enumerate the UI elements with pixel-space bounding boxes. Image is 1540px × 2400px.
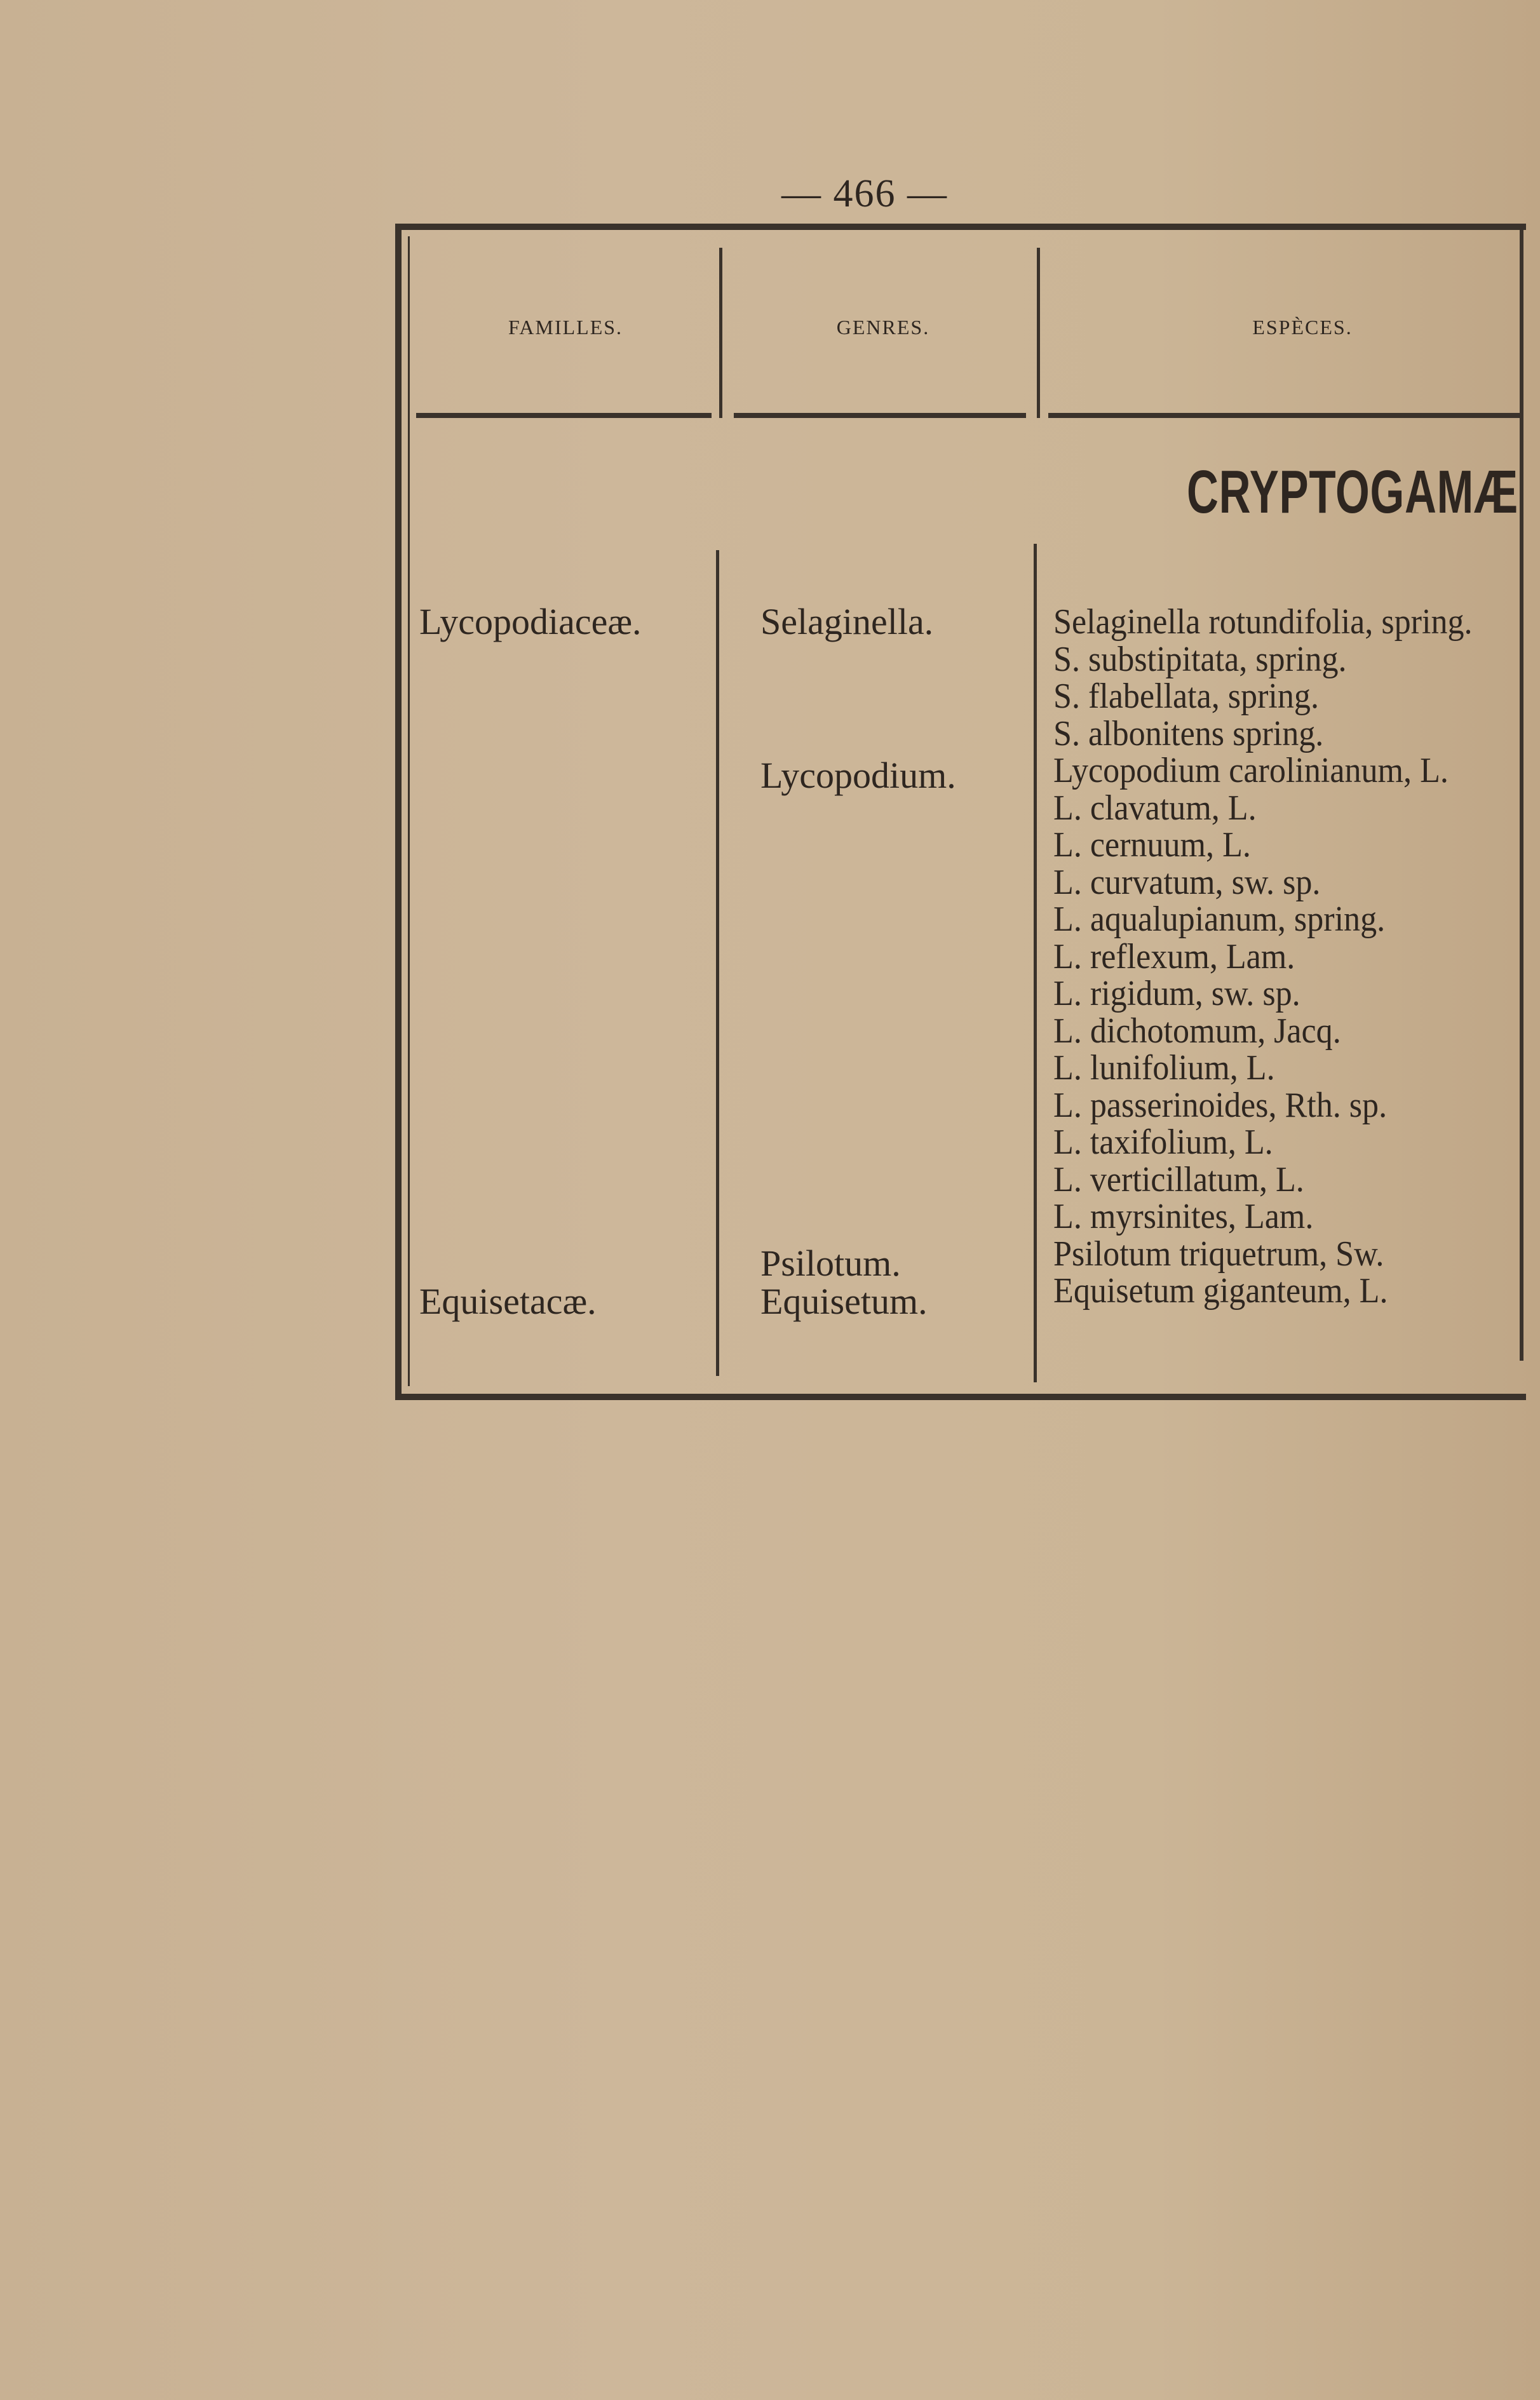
genus-name: Lycopodium. bbox=[760, 755, 956, 796]
species-entry: Selaginella rotundifolia, spring. bbox=[1053, 602, 1473, 642]
species-entry: L. myrsinites, Lam. bbox=[1053, 1197, 1314, 1236]
column-divider-1 bbox=[716, 550, 719, 1376]
page-number: — 466 — bbox=[781, 172, 948, 215]
species-entry: L. dichotomum, Jacq. bbox=[1053, 1011, 1341, 1051]
species-entry: L. clavatum, L. bbox=[1053, 788, 1257, 828]
table-right-border bbox=[1520, 224, 1523, 1361]
family-name: Equisetacæ. bbox=[419, 1281, 597, 1322]
header-rule-especes bbox=[1048, 413, 1520, 418]
species-entry: L. cernuum, L. bbox=[1053, 825, 1251, 865]
species-entry: L. lunifolium, L. bbox=[1053, 1048, 1275, 1088]
species-entry: Equisetum giganteum, L. bbox=[1053, 1271, 1388, 1311]
species-entry: S. substipitata, spring. bbox=[1053, 639, 1347, 679]
header-divider-2 bbox=[1037, 248, 1040, 418]
genus-name: Equisetum. bbox=[760, 1281, 928, 1322]
species-entry: S. albonitens spring. bbox=[1053, 713, 1324, 753]
header-especes: ESPÈCES. bbox=[1252, 316, 1353, 339]
family-name: Lycopodiaceæ. bbox=[419, 601, 642, 642]
species-entry: L. reflexum, Lam. bbox=[1053, 936, 1295, 976]
header-divider-1 bbox=[719, 248, 722, 418]
species-entry: L. curvatum, sw. sp. bbox=[1053, 862, 1321, 902]
species-list bbox=[1053, 603, 1504, 1310]
species-entry: L. aqualupianum, spring. bbox=[1053, 900, 1386, 939]
column-divider-2 bbox=[1034, 544, 1037, 1382]
species-entry: S. flabellata, spring. bbox=[1053, 677, 1319, 716]
species-entry: L. rigidum, sw. sp. bbox=[1053, 974, 1300, 1013]
species-entry: Lycopodium carolinianum, L. bbox=[1053, 751, 1449, 790]
genus-name: Selaginella. bbox=[760, 601, 934, 642]
species-entry: L. passerinoides, Rth. sp. bbox=[1053, 1085, 1388, 1125]
section-title: CRYPTOGAMÆ bbox=[1187, 458, 1518, 526]
species-entry: L. verticillatum, L. bbox=[1053, 1159, 1304, 1199]
species-entry: Psilotum triquetrum, Sw. bbox=[1053, 1234, 1384, 1274]
header-familles: FAMILLES. bbox=[508, 316, 623, 339]
header-rule-familles bbox=[416, 413, 712, 418]
genus-name: Psilotum. bbox=[760, 1243, 901, 1284]
species-entry: L. taxifolium, L. bbox=[1053, 1122, 1273, 1162]
header-genres: GENRES. bbox=[836, 316, 930, 339]
header-rule-genres bbox=[734, 413, 1026, 418]
